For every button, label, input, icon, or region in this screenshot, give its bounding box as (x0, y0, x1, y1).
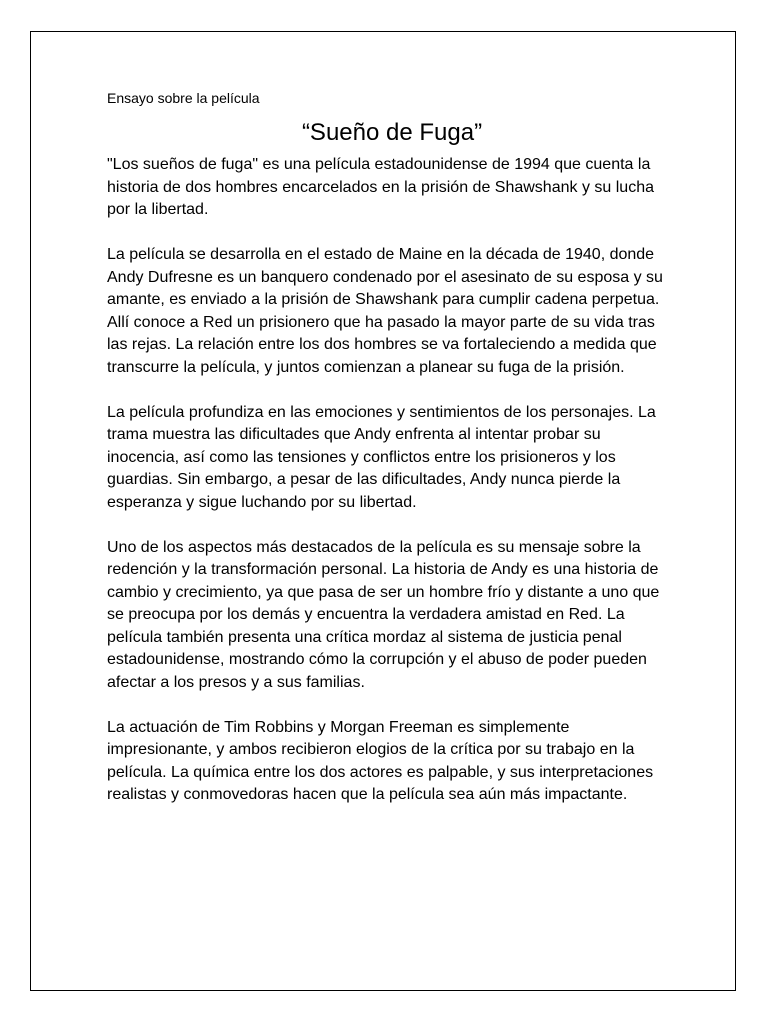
essay-kicker: Ensayo sobre la película (107, 90, 260, 106)
paragraph-1: "Los sueños de fuga" es una película estadounidense de 1994 que cuenta la historia de dos hombres encarcelados en la prisión de Shawshank y su lucha por la libertad. (107, 156, 654, 218)
paragraph-3: La película profundiza en las emociones y sentimientos de los personajes. La trama muestra las dificultades que Andy enfrenta al intentar probar su inocencia, así como las tensiones y conflictos entre los prisioneros y los guardias. Sin embargo, a pesar de las dificultades, Andy nunca pierde la esperanza y sigue luchando por su libertad. (107, 403, 656, 511)
paragraph-2: La película se desarrolla en el estado de Maine en la década de 1940, donde Andy Dufresne es un banquero condenado por el asesinato de su esposa y su amante, es enviado a la prisión de Shawshank para cumplir cadena perpetua. Allí conoce a Red un prisionero que ha pasado la mayor parte de su vida tras las rejas. La relación entre los dos hombres se va fortaleciendo a medida que transcurre la película, y juntos comienzan a planear su fuga de la prisión. (107, 246, 663, 376)
paragraph-4: Uno de los aspectos más destacados de la película es su mensaje sobre la redención y la transformación personal. La historia de Andy es una historia de cambio y crecimiento, ya que pasa de ser un hombre frío y distante a uno que se preocupa por los demás y encuentra la verdadera amistad en Red. La película también presenta una crítica mordaz al sistema de justicia penal estadounidense, mostrando cómo la corrupción y el abuso de poder pueden afectar a los presos y a sus familias. (107, 538, 660, 691)
essay-title: “Sueño de Fuga” (301, 119, 483, 146)
paragraph-5: La actuación de Tim Robbins y Morgan Freeman es simplemente impresionante, y ambos recibieron elogios de la crítica por su trabajo en la película. La química entre los dos actores es palpable, y sus interpretaciones realistas y conmovedoras hacen que la película sea aún más impactante. (107, 718, 654, 803)
document-page (30, 31, 736, 991)
document-content (107, 88, 677, 829)
